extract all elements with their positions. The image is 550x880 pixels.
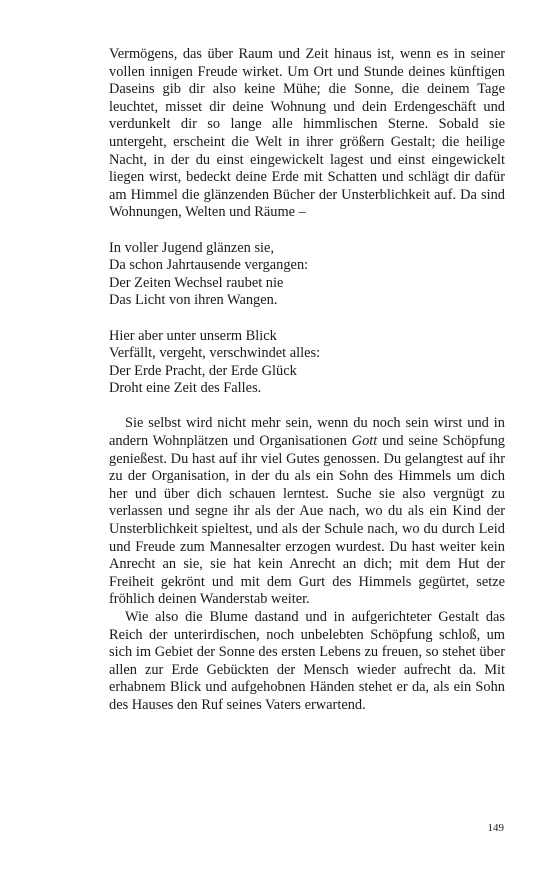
- verse-line: Der Erde Pracht, der Erde Glück: [109, 362, 297, 379]
- stanza-gap: [109, 310, 505, 328]
- stanza-gap: [109, 222, 505, 240]
- paragraph-2-text-end: und seine Schöpfung genießest. Du hast auf ihr viel Gutes genossen. Du gelangtest auf ihr zu der Organisation, in der du als ein Sohn des Himmels um dich her und über dich schauen lerntest. Suche sie also vergnügt zu verlassen und segne ihr als der Aue nach, wo du als ein Kind der Unsterblichkeit spieltest, und als der Schule nach, wo du durch Leid und Freude zum Mannesalter erzogen wurdest. Du hast weiter kein Anrecht an sie, sie hat kein Anrecht an dich; mit dem Hut der Freiheit gekrönt und mit dem Gurt des Himmels gegürtet, setze fröhlich deinen Wanderstab weiter.: [109, 433, 505, 608]
- paragraph-2-text-start: Sie selbst wird nicht mehr sein, wenn du noch sein wirst und in andern Wohnplätzen und Organisationen: [109, 415, 505, 450]
- stanza-gap: [109, 398, 505, 416]
- verse-line: Das Licht von ihren Wangen.: [109, 292, 278, 309]
- verse-stanza-1: [109, 240, 505, 310]
- italic-word: Gott: [351, 433, 378, 450]
- paragraph-3: Wie also die Blume dastand und in aufgerichteter Gestalt das Reich der unterirdischen, noch unbelebten Schöpfung schloß, um sich im Gebiet der Sonne des ersten Lebens zu freuen, so stehet über allen zur Erde Gebückten der Mensch wieder aufrecht da. Mit erhabnem Blick und aufgehobnen Händen stehet er da, als ein Sohn des Hauses den Ruf seines Vaters erwartend.: [109, 609, 505, 713]
- verse-line: Hier aber unter unserm Blick: [109, 327, 277, 344]
- verse-line: Da schon Jahrtausende vergangen:: [109, 257, 309, 274]
- verse-line: Verfällt, vergeht, verschwindet alles:: [109, 345, 321, 362]
- paragraph-2: [109, 415, 505, 609]
- verse-stanza-2: [109, 328, 505, 398]
- page-number: 149: [487, 822, 504, 834]
- verse-line: Der Zeiten Wechsel raubet nie: [109, 274, 284, 291]
- paragraph-1: Vermögens, das über Raum und Zeit hinaus ist, wenn es in seiner vollen innigen Freude wirket. Um Ort und Stunde deines künftigen Daseins gib dir also keine Mühe; die Sonne, die deinem Tage leuchtet, misset dir deine Wohnung und dein Erdengeschäft und verdunkelt dir so lange alle himmlischen Sterne. Sobald sie untergeht, erscheint die Welt in ihrer größern Gestalt; die heilige Nacht, in der du einst eingewickelt lagest und einst eingewickelt liegen wirst, bedeckt deine Erde mit Schatten und schlägt dir dafür am Himmel die glänzenden Bücher der Unsterblichkeit auf. Da sind Wohnungen, Welten und Räume –: [109, 46, 505, 221]
- page-body: [109, 46, 505, 715]
- verse-line: In voller Jugend glänzen sie,: [109, 239, 275, 256]
- verse-line: Droht eine Zeit des Falles.: [109, 380, 262, 397]
